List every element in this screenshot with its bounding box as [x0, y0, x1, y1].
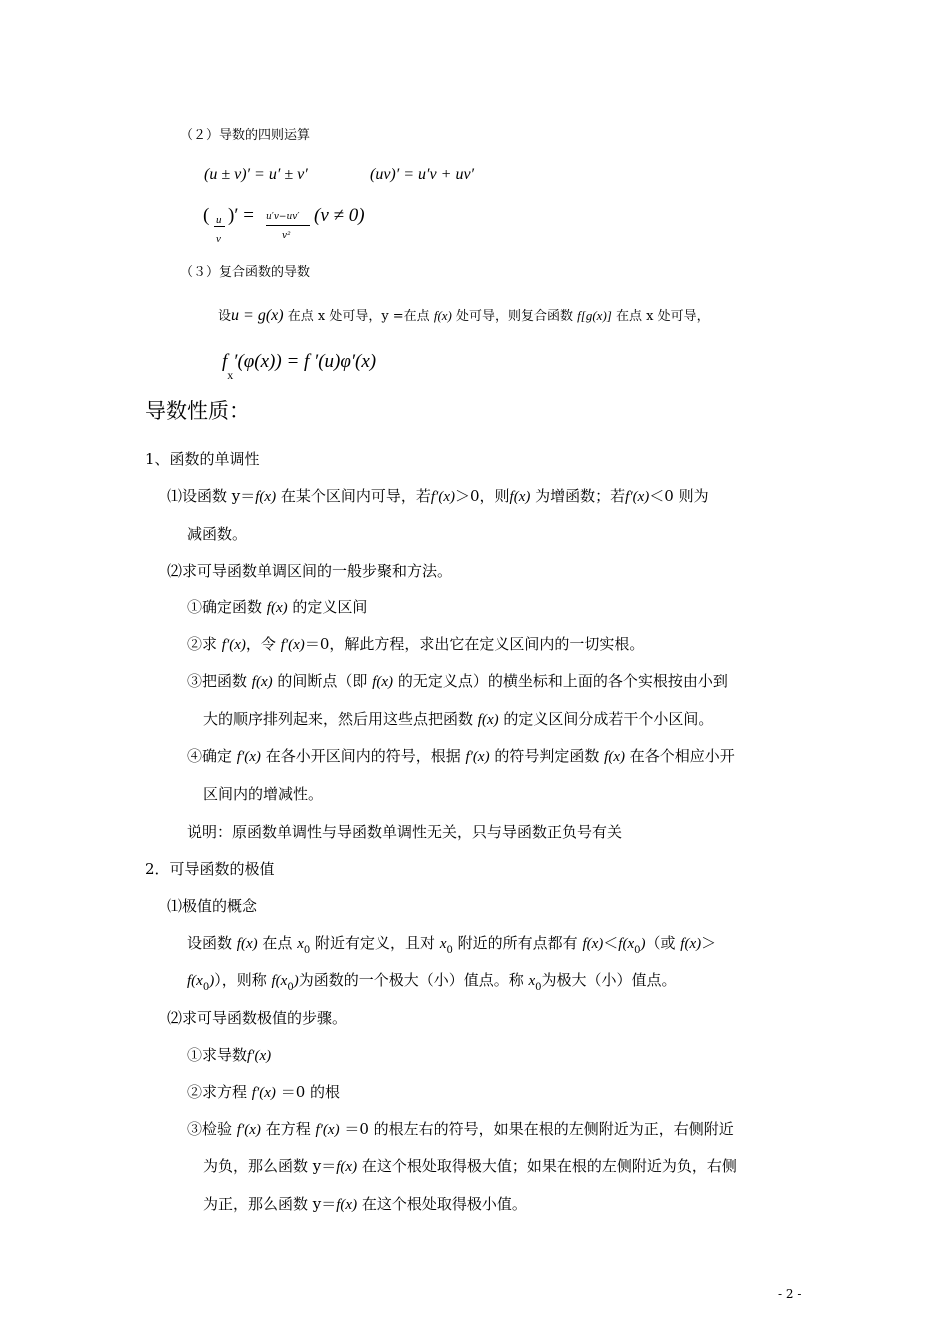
- extremum-definition: 设函数 f(x) 在点 $x_0$ 附近有定义，且对 $x_0$ 附近的所有点都有 $f(x)<f(x_0)$（或 f(x)＞: [187, 934, 717, 956]
- extremum-definition-cont: $f(x_0)$），则称 $f(x_0)$为函数的一个极大（小）值点。称 $x_0$为极大（小）值点。: [187, 971, 677, 993]
- extremum-steps-title: ⑵求可导函数极值的步骤。: [167, 1009, 348, 1027]
- quotient-numerator: u′v−uv′: [266, 212, 300, 222]
- quotient-denominator: v²: [282, 231, 291, 241]
- chain-rule-statement: 设u = g(x) 在点 x 处可导，y =在点 f(x) 处可导，则复合函数 f[g(x)] 在点 x 处可导，: [218, 307, 710, 324]
- extremum-step-3-cont: 为负，那么函数 y＝f(x) 在这个根处取得极大值；如果在根的左侧附近为负，右侧: [203, 1157, 737, 1175]
- extremum-step-2: ②求方程 f′(x) ＝0 的根: [187, 1083, 340, 1101]
- monotonic-steps-title: ⑵求可导函数单调区间的一般步聚和方法。: [167, 562, 453, 580]
- step-3: ③把函数 f(x) 的间断点（即 f(x) 的无定义点）的横坐标和上面的各个实根按由小到: [187, 672, 728, 690]
- quotient-condition: (v ≠ 0): [314, 205, 365, 226]
- heading-derivative-properties: 导数性质：: [145, 399, 250, 423]
- step-4: ④确定 f′(x) 在各小开区间内的符号，根据 f′(x) 的符号判定函数 f(x) 在各个相应小开: [187, 747, 735, 765]
- monotonicity-definition-cont: 减函数。: [187, 525, 248, 543]
- extremum-step-3: ③检验 f′(x) 在方程 f′(x) ＝0 的根左右的符号，如果在根的左侧附近为正，右侧附近: [187, 1120, 734, 1138]
- formula-sum-rule: (u ± v)′ = u′ ± v′: [204, 166, 308, 183]
- extremum-step-3-end: 为正，那么函数 y＝f(x) 在这个根处取得极小值。: [203, 1195, 527, 1213]
- section-title-extremum: 2．可导函数的极值: [145, 860, 275, 878]
- step-4-cont: 区间内的增减性。: [203, 785, 324, 803]
- step-1: ①确定函数 f(x) 的定义区间: [187, 598, 368, 616]
- step-3-cont: 大的顺序排列起来，然后用这些点把函数 f(x) 的定义区间分成若干个小区间。: [203, 710, 714, 728]
- chain-rule-formula: $f_x'(\varphi(x)) = f$ ′(u)φ′(x): [222, 351, 377, 382]
- extremum-concept-title: ⑴极值的概念: [167, 897, 258, 915]
- formula-product-rule: (uv)′ = u′v + uv′: [370, 166, 475, 183]
- monotonicity-definition: ⑴设函数 y＝f(x) 在某个区间内可导，若f′(x)＞0，则f(x) 为增函数；若f′(x)＜0 则为: [167, 487, 709, 505]
- page-number: - 2 -: [778, 1287, 802, 1301]
- quotient-u: u: [216, 214, 222, 226]
- step-2: ②求 f′(x)，令 f′(x)＝0，解此方程，求出它在定义区间内的一切实根。: [187, 635, 645, 653]
- monotonicity-note: 说明：原函数单调性与导函数单调性无关，只与导函数正负号有关: [187, 823, 623, 841]
- quotient-v: v: [216, 233, 221, 245]
- section-title-chain-rule: （３）复合函数的导数: [180, 265, 311, 280]
- section-title-arithmetic: （２）导数的四则运算: [180, 128, 311, 143]
- extremum-step-1: ①求导数f′(x): [187, 1046, 272, 1064]
- section-title-monotonicity: 1、函数的单调性: [145, 450, 260, 468]
